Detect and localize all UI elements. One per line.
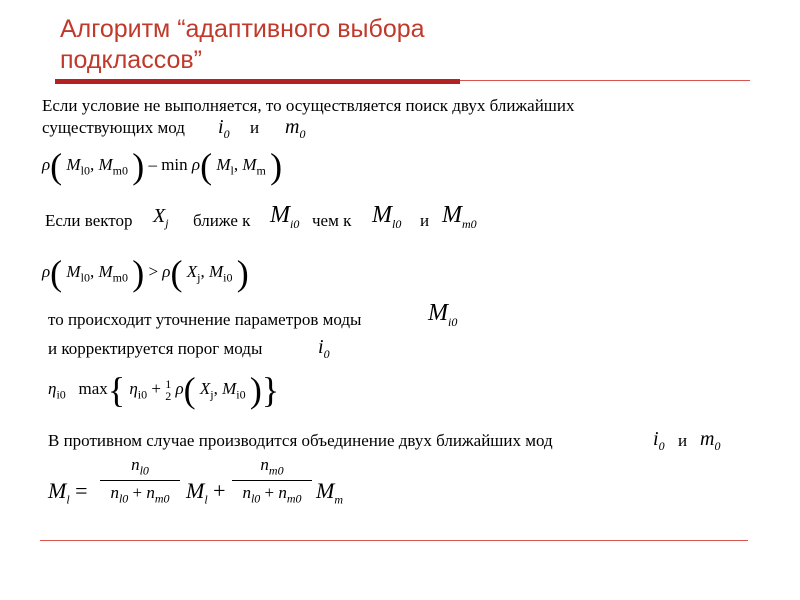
formula-min-distance: ρ( $M_{l0}$, $M_{m0}$ ) – min ρ( $M_l$, $M_m$ ) — [42, 146, 283, 186]
otherwise-text: В противном случае производится объединение двух ближайших мод — [48, 431, 553, 450]
vector-text-and: и — [420, 211, 430, 230]
title-underline-thin — [460, 80, 750, 81]
merge-frac-1: $n_{l0}$ $n_{l0} + n_{m0}$ — [100, 455, 180, 507]
symbol-xj: $X_j$ — [153, 205, 169, 230]
formula-threshold-update: $\eta_{i0}$ max{ $\eta_{i0} + 1$ 2 ρ( $X_j$, $M_{i0}$ )} — [48, 370, 280, 410]
paragraph-conj: и — [250, 118, 260, 137]
title-line-1: Алгоритм “адаптивного выбора — [60, 15, 425, 43]
vector-text-prefix: Если вектор — [45, 211, 133, 230]
merge-frac-2: $n_{m0}$ $n_{l0} + n_{m0}$ — [232, 455, 312, 507]
vector-text-closer: ближе к — [193, 211, 251, 230]
merge-term-1: $M_l$ + — [186, 478, 226, 507]
symbol-ml0: $M_{l0}$ — [372, 202, 402, 231]
symbol-i0-threshold: $i_0$ — [318, 336, 330, 361]
paragraph-line-2: существующих мод — [42, 118, 185, 137]
symbol-l0: $i_0$ — [653, 428, 665, 453]
refine-line-2: и корректируется порог моды — [48, 339, 263, 358]
formula-inequality: ρ( $M_{l0}$, $M_{m0}$ ) > ρ( $X_j$, $M_{i0}$ ) — [42, 253, 249, 293]
vector-text-than: чем к — [312, 211, 352, 230]
bottom-divider — [40, 540, 748, 541]
symbol-m0: $m_0$ — [285, 116, 306, 141]
symbol-mi0: $M_{i0}$ — [270, 202, 300, 231]
symbol-mm0: $M_{m0}$ — [442, 202, 477, 231]
merge-term-2: $M_m$ — [316, 478, 343, 507]
merge-lhs: $M_l$ = — [48, 478, 88, 507]
symbol-i0: $i_0$ — [218, 116, 230, 141]
symbol-mi0-refine: $M_{i0}$ — [428, 300, 458, 329]
title-line-2: подклассов” — [60, 46, 202, 74]
symbol-m0-merge: $m_0$ — [700, 428, 721, 453]
title-underline-thick — [55, 79, 460, 84]
paragraph-line-1: Если условие не выполняется, то осуществляется поиск двух ближайших — [42, 96, 575, 115]
otherwise-conj: и — [678, 431, 688, 450]
refine-line-1: то происходит уточнение параметров моды — [48, 310, 362, 329]
slide-title — [60, 14, 700, 76]
